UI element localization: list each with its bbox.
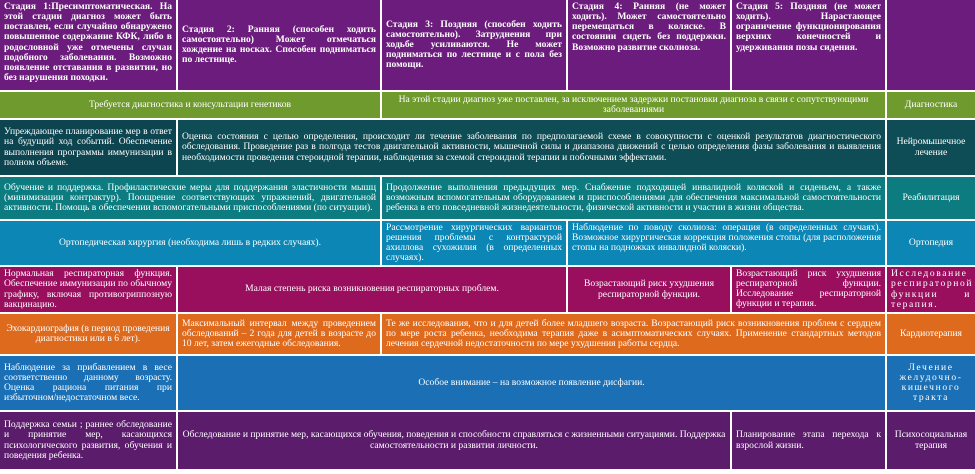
respiratory-stage-2-3 <box>178 267 566 312</box>
row-label-cardio-text: Кардиотерапия <box>900 327 962 339</box>
diagnostics-early-text: Требуется диагностика и консультации генетиков <box>88 98 292 110</box>
row-label-diagnostics-text: Диагностика <box>904 98 958 110</box>
stage-2-header <box>178 0 380 90</box>
respiratory-stage-4 <box>568 267 730 312</box>
stage-2-text: Стадия 2: Ранняя (способен ходить самостоятельно) Может отмечаться хождение на носках. Способен подниматься по лестнице. <box>182 23 376 66</box>
row-label-rehab <box>887 177 975 219</box>
cardio-stage-2 <box>178 314 380 354</box>
psycho-stage-5-text: Планирование этапа перехода к взрослой жизни. <box>736 429 881 451</box>
row-label-respiratory <box>887 267 975 312</box>
ortho-stage-3 <box>382 221 566 265</box>
ortho-late-text: Наблюдение по поводу сколиоза: операция (в определенных случаях). Возможное хирургическая коррекция положения стопы (для расположения стопы на подножках инвалидной коляски). <box>572 222 881 254</box>
respiratory-stage-5-text: Возрастающий риск ухудшения респираторной функции. Исследование респираторной функции и терапия. <box>736 268 881 310</box>
psycho-stage-1-text: Поддержка семьи ; раннее обследование и принятие мер, касающихся психологического развития, обучения и поведения ребенка. <box>4 419 172 461</box>
gi-main-text: Особое внимание – на возможное появление дисфагии. <box>418 376 645 388</box>
neuromuscular-stage-1-text: Упреждающее планирование мер в ответ на будущий ход событий. Обеспечение выполнения программы иммунизации в полном объеме. <box>4 126 172 168</box>
ortho-early-text: Ортопедическая хирургия (необходима лишь в редких случаях). <box>58 236 322 248</box>
ortho-stage-3-text: Рассмотрение хирургических вариантов решения проблемы с контрактурой ахиллова сухожилия (в определенных случаях). <box>386 222 562 264</box>
stage-5-text: Стадия 5: Поздняя (не может ходить). Нарастающее ограничение функционирования верхних конечностей и удерживания позы сидения. <box>736 1 881 53</box>
cardio-stage-1 <box>0 314 176 354</box>
respiratory-stage-5 <box>732 267 885 312</box>
respiratory-stage-4-text: Возрастающий риск ухудшения респираторной функции. <box>584 278 714 300</box>
diagnostics-late-text: На этой стадии диагноз уже поставлен, за исключением задержки постановки диагноза в связи с сопутствующими заболеваниями <box>398 93 869 115</box>
diagnostics-late <box>382 92 885 118</box>
cardio-stage-2-text: Максимальный интервал между проведением обследований – 2 года для детей в возрасте до 10 лет, затем ежегодные обследования. <box>182 317 376 350</box>
neuromuscular-main <box>178 120 885 175</box>
row-label-ortho <box>887 221 975 265</box>
row-label-neuromuscular-text: Нейромышечное лечение <box>896 136 966 158</box>
row-label-respiratory-text: Исследование респираторной функции и терапия. <box>891 268 974 310</box>
neuromuscular-stage-1 <box>0 120 176 175</box>
cardio-late <box>382 314 885 354</box>
respiratory-stage-2-3-text: Малая степень риска возникновения респираторных проблем. <box>245 283 499 295</box>
stage-4-text: Стадия 4: Ранняя (не может ходить). Может самостоятельно перемещаться в коляске. В состоянии сидеть без поддержки. Возможно развитие сколиоза. <box>572 1 726 53</box>
psycho-stage-1 <box>0 412 176 469</box>
stage-1-header <box>0 0 176 90</box>
gi-main <box>178 356 885 410</box>
row-label-ortho-text: Ортопедия <box>908 236 954 248</box>
gi-stage-1 <box>0 356 176 410</box>
row-label-neuromuscular <box>887 120 975 175</box>
rehab-late-text: Продолжение выполнения предыдущих мер. Снабжение подходящей инвалидной коляской и сиденьем, а также возможным вспомогательным оборудованием и приспособлениями для обеспечения максимальной самостоятельности ребенка в его повседневной жизнедеятельности, физической активности и участии в жизни общества. <box>386 181 881 214</box>
ortho-late <box>568 221 885 265</box>
stage-1-text: Стадия 1:Пресимптоматическая. На этой стадии диагноз может быть поставлен, если случайно обнаружено повышенное содержание КФК, либо в родословной уже отмечены случаи подобного заболевания. Возможно появление отставания в развитии, но без нарушения походки. <box>4 1 172 84</box>
row-label-psycho <box>887 412 975 469</box>
stage-4-header <box>568 0 730 90</box>
stage-3-text: Стадия 3: Поздняя (способен ходить самостоятельно). Затруднения при ходьбе усиливаются. Не может подниматься по лестнице и с пола без помощи. <box>386 18 562 71</box>
diagnostics-early <box>0 92 380 118</box>
row-label-diagnostics <box>887 92 975 118</box>
row-label-gi <box>887 356 975 410</box>
rehab-late <box>382 177 885 219</box>
psycho-main-text: Обследование и принятие мер, касающихся обучения, поведения и способности справляться с жизненными ситуациями. Поддержка самостоятельности и развития личности. <box>182 429 726 451</box>
rehab-early-text: Обучение и поддержка. Профилактические меры для поддержания эластичности мышц (минимизации контрактур). Поощрение соответствующих упражнений, двигательной активности. Помощь в обеспечении вспомогательными приспособлениями (по ситуации). <box>4 181 376 214</box>
row-label-rehab-text: Реабилитация <box>902 191 960 203</box>
stage-3-header <box>382 0 566 90</box>
gi-stage-1-text: Наблюдение за прибавлением в весе соответственно данному возрасту. Оценка рациона питания при избыточном/недостаточном весе. <box>4 361 172 404</box>
ortho-early <box>0 221 380 265</box>
respiratory-stage-1 <box>0 267 176 312</box>
psycho-stage-5 <box>732 412 885 469</box>
stage-5-header <box>732 0 885 90</box>
row-label-cardio <box>887 314 975 354</box>
cardio-stage-1-text: Эхокардиография (в период проведения диагностики или в 6 лет). <box>6 322 170 344</box>
neuromuscular-main-text: Оценка состояния с целью определения, происходит ли течение заболевания по предполагаемой схеме в совокупности с оценкой результатов диагностического обследования. Проведение раз в полгода тестов двигательной активности, мышечной силы и диапазона движений с целью определения фазы заболевания и выявления необходимости проведения стероидной терапии, наблюдения за схемой стероидной терапии и побочными эффектами. <box>182 131 881 163</box>
rehab-early <box>0 177 380 219</box>
corner-cell <box>887 0 975 90</box>
row-label-psycho-text: Психосоциальная терапия <box>894 429 968 451</box>
psycho-main <box>178 412 730 469</box>
cardio-late-text: Те же исследования, что и для детей более младшего возраста. Возрастающий риск возникновения проблем с сердцем по мере роста ребенка, необходима терапия даже в асимптоматических случаях. Применение стандартных методов лечения сердечной недостаточности по мере ухудшения работы сердца. <box>386 317 881 350</box>
respiratory-stage-1-text: Нормальная респираторная функция. Обеспечение иммунизации по обычному графику, включая противогриппозную вакцинацию. <box>4 268 172 310</box>
row-label-gi-text: Лечение желудочно-кишечного тракта <box>899 361 963 404</box>
